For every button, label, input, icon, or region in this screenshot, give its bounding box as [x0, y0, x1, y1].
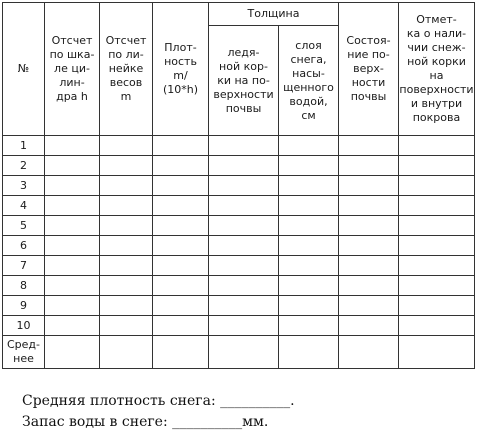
empty-cell[interactable] [153, 316, 209, 336]
water-storage-line: Запас воды в снеге: __________мм. [22, 414, 269, 430]
empty-cell[interactable] [100, 176, 153, 196]
empty-cell[interactable] [279, 276, 339, 296]
empty-cell[interactable] [279, 336, 339, 369]
table-row [3, 316, 475, 336]
empty-cell[interactable] [339, 236, 399, 256]
empty-cell[interactable] [100, 296, 153, 316]
empty-cell[interactable] [100, 196, 153, 216]
empty-cell[interactable] [279, 136, 339, 156]
empty-cell[interactable] [153, 216, 209, 236]
table-row [3, 216, 475, 236]
empty-cell[interactable] [399, 196, 475, 216]
empty-cell[interactable] [339, 256, 399, 276]
empty-cell[interactable] [399, 176, 475, 196]
empty-cell[interactable] [153, 236, 209, 256]
empty-cell[interactable] [45, 276, 100, 296]
row-label: 8 [3, 276, 45, 296]
empty-cell[interactable] [399, 136, 475, 156]
row-label: 1 [3, 136, 45, 156]
empty-cell[interactable] [339, 136, 399, 156]
empty-cell[interactable] [209, 176, 279, 196]
empty-cell[interactable] [100, 236, 153, 256]
empty-cell[interactable] [209, 296, 279, 316]
table-row [3, 256, 475, 276]
empty-cell[interactable] [45, 176, 100, 196]
header-snow-crust-note: Отмет- ка о нали- чии снеж- ной корки на поверхности и внутри покрова [399, 3, 475, 136]
avg-density-line: Средняя плотность снега: __________. [22, 393, 295, 409]
empty-cell[interactable] [399, 236, 475, 256]
empty-cell[interactable] [45, 136, 100, 156]
empty-cell[interactable] [45, 296, 100, 316]
table-body [3, 136, 475, 369]
row-label: 9 [3, 296, 45, 316]
header-ice-crust: ледя- ной кор- ки на по- верхности почвы [209, 26, 279, 136]
empty-cell[interactable] [45, 216, 100, 236]
empty-cell[interactable] [45, 196, 100, 216]
empty-cell[interactable] [279, 296, 339, 316]
empty-cell[interactable] [339, 176, 399, 196]
table-row [3, 176, 475, 196]
empty-cell[interactable] [339, 156, 399, 176]
empty-cell[interactable] [100, 136, 153, 156]
empty-cell[interactable] [153, 336, 209, 369]
table-row [3, 276, 475, 296]
empty-cell[interactable] [100, 276, 153, 296]
table-row [3, 236, 475, 256]
snow-measurement-table [2, 2, 475, 369]
header-thickness-group: Толщина [209, 3, 339, 26]
empty-cell[interactable] [279, 156, 339, 176]
table-row [3, 296, 475, 316]
empty-cell[interactable] [339, 276, 399, 296]
empty-cell[interactable] [209, 156, 279, 176]
empty-cell[interactable] [209, 276, 279, 296]
row-label: 6 [3, 236, 45, 256]
empty-cell[interactable] [279, 216, 339, 236]
empty-cell[interactable] [153, 196, 209, 216]
table-row [3, 136, 475, 156]
empty-cell[interactable] [279, 316, 339, 336]
empty-cell[interactable] [209, 316, 279, 336]
empty-cell[interactable] [100, 216, 153, 236]
empty-cell[interactable] [399, 296, 475, 316]
row-label: 3 [3, 176, 45, 196]
empty-cell[interactable] [100, 256, 153, 276]
row-label: 7 [3, 256, 45, 276]
table-row [3, 196, 475, 216]
empty-cell[interactable] [279, 176, 339, 196]
empty-cell[interactable] [153, 276, 209, 296]
empty-cell[interactable] [339, 196, 399, 216]
empty-cell[interactable] [153, 256, 209, 276]
empty-cell[interactable] [153, 156, 209, 176]
header-soil-state: Состоя- ние по- верх- ности почвы [339, 3, 399, 136]
empty-cell[interactable] [339, 316, 399, 336]
empty-cell[interactable] [153, 136, 209, 156]
header-snow-layer: слоя снега, насы- щенного водой, см [279, 26, 339, 136]
empty-cell[interactable] [399, 316, 475, 336]
empty-cell[interactable] [399, 256, 475, 276]
row-label: 2 [3, 156, 45, 176]
empty-cell[interactable] [339, 336, 399, 369]
empty-cell[interactable] [209, 216, 279, 236]
empty-cell[interactable] [153, 176, 209, 196]
empty-cell[interactable] [279, 196, 339, 216]
header-cylinder-reading: Отсчет по шка- ле ци- лин- дра h [45, 3, 100, 136]
empty-cell[interactable] [100, 336, 153, 369]
empty-cell[interactable] [399, 156, 475, 176]
empty-cell[interactable] [209, 336, 279, 369]
empty-cell[interactable] [45, 156, 100, 176]
empty-cell[interactable] [209, 196, 279, 216]
empty-cell[interactable] [45, 316, 100, 336]
table-row [3, 156, 475, 176]
empty-cell[interactable] [45, 236, 100, 256]
empty-cell[interactable] [279, 256, 339, 276]
empty-cell[interactable] [209, 236, 279, 256]
empty-cell[interactable] [399, 336, 475, 369]
table-row [3, 336, 475, 369]
header-number: № [3, 3, 45, 136]
empty-cell[interactable] [45, 256, 100, 276]
empty-cell[interactable] [45, 336, 100, 369]
row-label: 10 [3, 316, 45, 336]
empty-cell[interactable] [279, 236, 339, 256]
empty-cell[interactable] [399, 276, 475, 296]
header-density: Плот- ность m/ (10*h) [153, 3, 209, 136]
row-label: 4 [3, 196, 45, 216]
empty-cell[interactable] [100, 316, 153, 336]
row-label: 5 [3, 216, 45, 236]
header-scale-reading: Отсчет по ли- нейке весов m [100, 3, 153, 136]
empty-cell[interactable] [100, 156, 153, 176]
empty-cell[interactable] [399, 216, 475, 236]
empty-cell[interactable] [209, 136, 279, 156]
empty-cell[interactable] [209, 256, 279, 276]
empty-cell[interactable] [153, 296, 209, 316]
row-label: Сред- нее [3, 336, 45, 369]
empty-cell[interactable] [339, 296, 399, 316]
empty-cell[interactable] [339, 216, 399, 236]
